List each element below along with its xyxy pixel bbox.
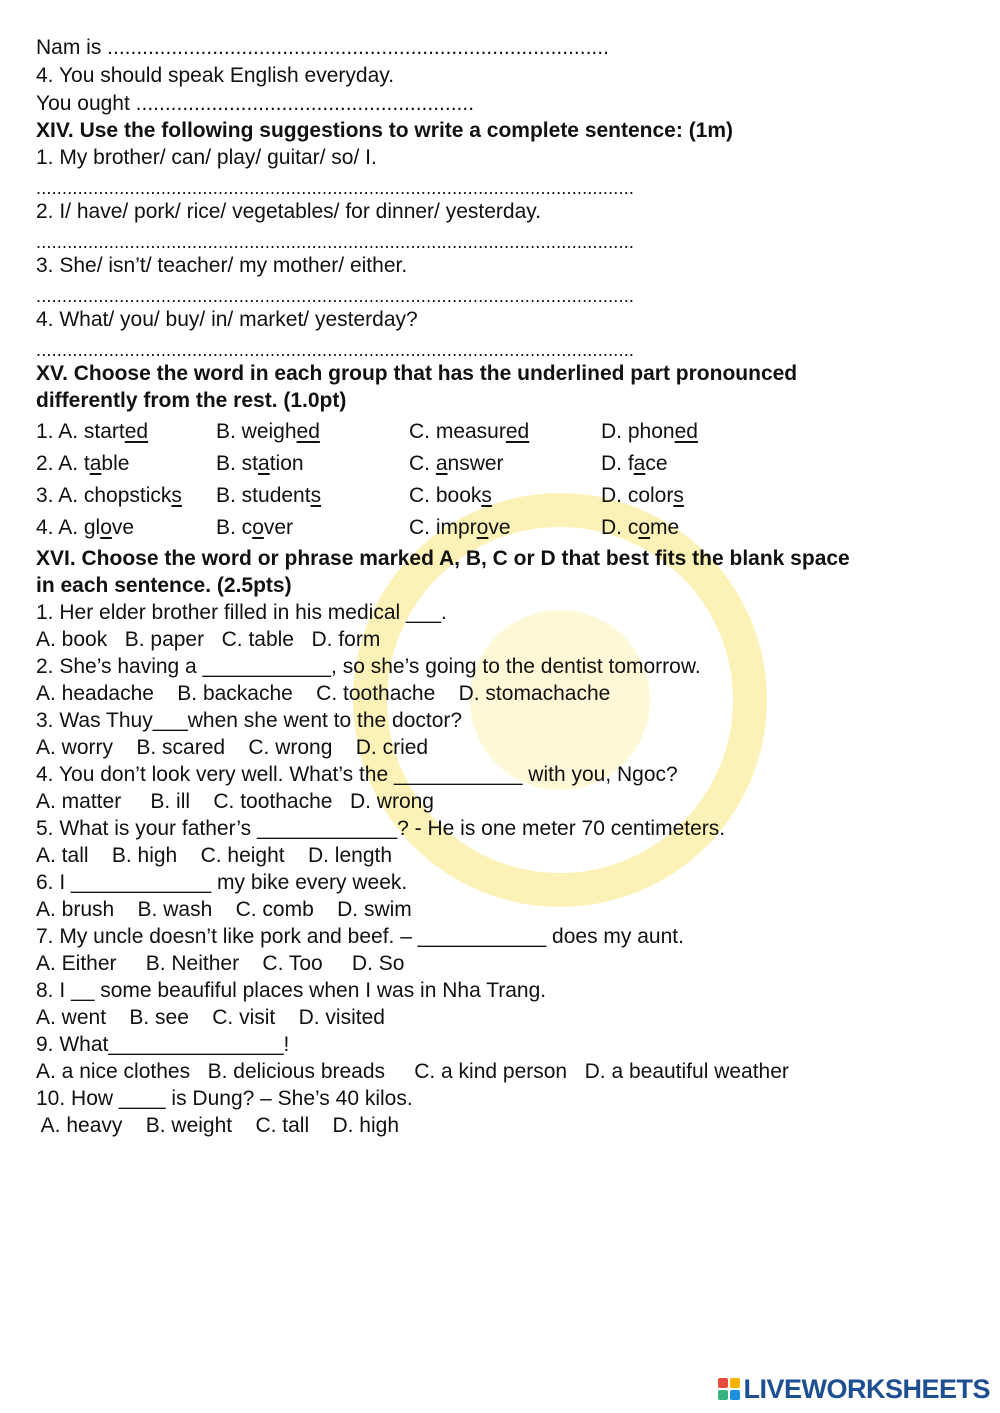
xv-option: C. books: [409, 484, 492, 507]
answer-line-nam: Nam is ......................................................................................: [36, 36, 609, 59]
xiv-answer-line-1[interactable]: ...................................................................................................................: [36, 178, 635, 198]
xv-option: D. colors: [601, 484, 684, 507]
xv-option: C. answer: [409, 452, 504, 475]
xv-option: C. measured: [409, 420, 530, 443]
liveworksheets-icon: [718, 1378, 740, 1400]
xv-question-row: [36, 513, 936, 543]
xv-option: B. station: [216, 452, 304, 475]
xiv-answer-line-4[interactable]: ...................................................................................................................: [36, 340, 635, 360]
xvi-options-1: A. book B. paper C. table D. form: [36, 628, 381, 651]
xvi-question-5: 5. What is your father’s ____________? - He is one meter 70 centimeters.: [36, 817, 726, 840]
xv-option: 1. A. started: [36, 420, 149, 443]
xv-option: B. weighed: [216, 420, 320, 443]
xiv-answer-line-3[interactable]: ...................................................................................................................: [36, 286, 635, 306]
xv-option: C. improve: [409, 516, 511, 539]
xv-option: B. students: [216, 484, 322, 507]
xvi-options-3: A. worry B. scared C. wrong D. cried: [36, 736, 429, 759]
xv-option: D. face: [601, 452, 668, 475]
xvi-options-5: A. tall B. high C. height D. length: [36, 844, 393, 867]
answer-line-you-ought: You ought ..........................................................: [36, 92, 475, 115]
xvi-question-8: 8. I __ some beaufiful places when I was in Nha Trang.: [36, 979, 547, 1002]
section-xvi-heading-cont: in each sentence. (2.5pts): [36, 574, 292, 597]
xvi-question-2: 2. She’s having a ___________, so she’s going to the dentist tomorrow.: [36, 655, 701, 678]
xvi-options-10: A. heavy B. weight C. tall D. high: [36, 1114, 399, 1137]
section-xiv-heading: XIV. Use the following suggestions to write a complete sentence: (1m): [36, 119, 734, 142]
xvi-options-7: A. Either B. Neither C. Too D. So: [36, 952, 405, 975]
xvi-options-2: A. headache B. backache C. toothache D. stomachache: [36, 682, 611, 705]
xiv-item-2: 2. I/ have/ pork/ rice/ vegetables/ for dinner/ yesterday.: [36, 200, 542, 223]
xv-option: B. cover: [216, 516, 294, 539]
xv-question-row: [36, 417, 936, 447]
xv-option: 2. A. table: [36, 452, 130, 475]
xvi-options-4: A. matter B. ill C. toothache D. wrong: [36, 790, 434, 813]
xvi-question-6: 6. I ____________ my bike every week.: [36, 871, 408, 894]
xiv-item-4: 4. What/ you/ buy/ in/ market/ yesterday?: [36, 308, 418, 331]
xiv-item-3: 3. She/ isn’t/ teacher/ my mother/ either.: [36, 254, 408, 277]
xvi-options-9: A. a nice clothes B. delicious breads C. a kind person D. a beautiful weather: [36, 1060, 789, 1083]
xiv-answer-line-2[interactable]: ...................................................................................................................: [36, 232, 635, 252]
xv-question-row: [36, 449, 936, 479]
xvi-options-6: A. brush B. wash C. comb D. swim: [36, 898, 412, 921]
xvi-options-8: A. went B. see C. visit D. visited: [36, 1006, 385, 1029]
xvi-question-1: 1. Her elder brother filled in his medical ___.: [36, 601, 447, 624]
xv-option: 3. A. chopsticks: [36, 484, 182, 507]
logo-text: LIVEWORKSHEETS: [743, 1373, 990, 1404]
xv-option: 4. A. glove: [36, 516, 135, 539]
xvi-question-4: 4. You don’t look very well. What’s the ___________ with you, Ngoc?: [36, 763, 678, 786]
liveworksheets-logo[interactable]: [718, 1373, 990, 1405]
xiv-item-1: 1. My brother/ can/ play/ guitar/ so/ I.: [36, 146, 377, 169]
xv-question-row: [36, 481, 936, 511]
xv-option: D. come: [601, 516, 680, 539]
xvi-question-9: 9. What_______________!: [36, 1033, 290, 1056]
section-xvi-heading: XVI. Choose the word or phrase marked A, B, C or D that best fits the blank space: [36, 547, 850, 570]
xvi-question-10: 10. How ____ is Dung? – She’s 40 kilos.: [36, 1087, 413, 1110]
section-xv-heading: XV. Choose the word in each group that has the underlined part pronounced: [36, 362, 798, 385]
xv-option: D. phoned: [601, 420, 698, 443]
sentence-4: 4. You should speak English everyday.: [36, 64, 395, 87]
xvi-question-3: 3. Was Thuy___when she went to the doctor?: [36, 709, 463, 732]
section-xv-heading-cont: differently from the rest. (1.0pt): [36, 389, 347, 412]
xvi-question-7: 7. My uncle doesn’t like pork and beef. – ___________ does my aunt.: [36, 925, 684, 948]
